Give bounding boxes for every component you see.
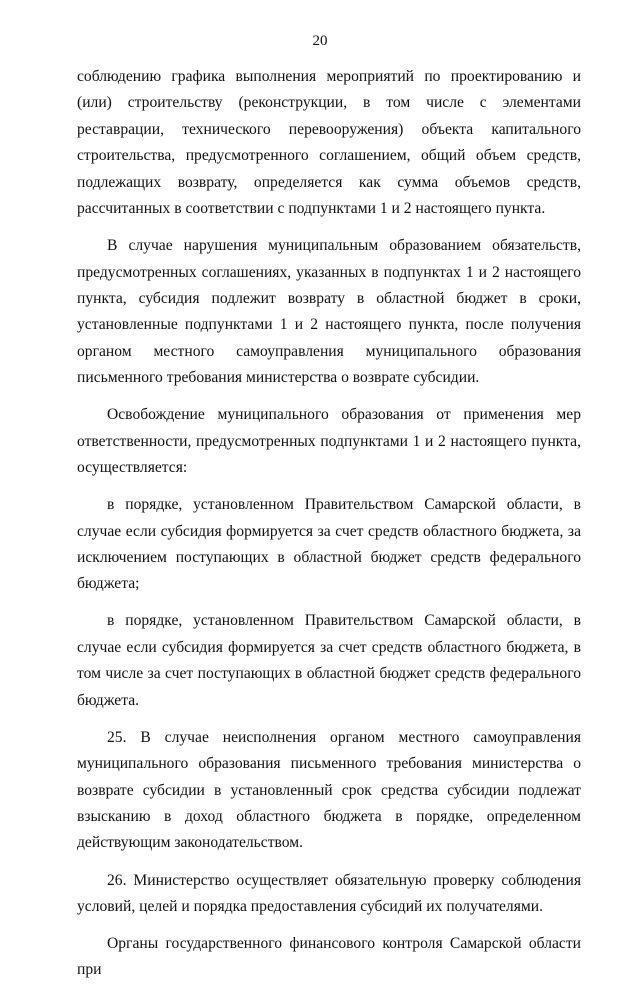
paragraph-exemption-intro: Освобождение муниципального образования от применения мер ответственности, предусмотренных подпунктами 1 и 2 настоящего пункта, осуществляется:	[77, 406, 581, 477]
document-body	[77, 64, 581, 984]
paragraph-item-26: 26. Министерство осуществляет обязательную проверку соблюдения условий, целей и порядка предоставления субсидий их получателями.	[77, 871, 581, 915]
paragraph-exemption-case-1: в порядке, установленном Правительством Самарской области, в случае если субсидия формируется за счет средств областного бюджета, за исключением поступающих в областной бюджет средств федерального бюджета;	[77, 496, 581, 593]
paragraph-violation-return: В случае нарушения муниципальным образованием обязательств, предусмотренных соглашениях, указанных в подпунктах 1 и 2 настоящего пункта, субсидия подлежит возврату в областной бюджет в сроки, установленные подпунктами 1 и 2 настоящего пункта, после получения органом местного самоуправления муниципального образования письменного требования министерства о возврате субсидии.	[77, 237, 581, 387]
paragraph-financial-control: Органы государственного финансового контроля Самарской области при	[77, 935, 581, 979]
paragraph-item-25: 25. В случае неисполнения органом местного самоуправления муниципального образования письменного требования министерства о возврате субсидии в установленный срок средства субсидии подлежат взысканию в доход областного бюджета в порядке, определенном действующим законодательством.	[77, 728, 581, 852]
paragraph-continuation: соблюдению графика выполнения мероприятий по проектированию и (или) строительству (реконструкции, в том числе с элементами реставрации, технического перевооружения) объекта капитального строительства, предусмотренного соглашением, общий объем средств, подлежащих возврату, определяется как сумма объемов средств, рассчитанных в соответствии с подпунктами 1 и 2 настоящего пункта.	[77, 68, 581, 218]
paragraph-exemption-case-2: в порядке, установленном Правительством Самарской области, в случае если субсидия формируется за счет средств областного бюджета, в том числе за счет поступающих в областной бюджет средств федерального бюджета.	[77, 612, 581, 709]
page-number: 20	[312, 33, 328, 49]
